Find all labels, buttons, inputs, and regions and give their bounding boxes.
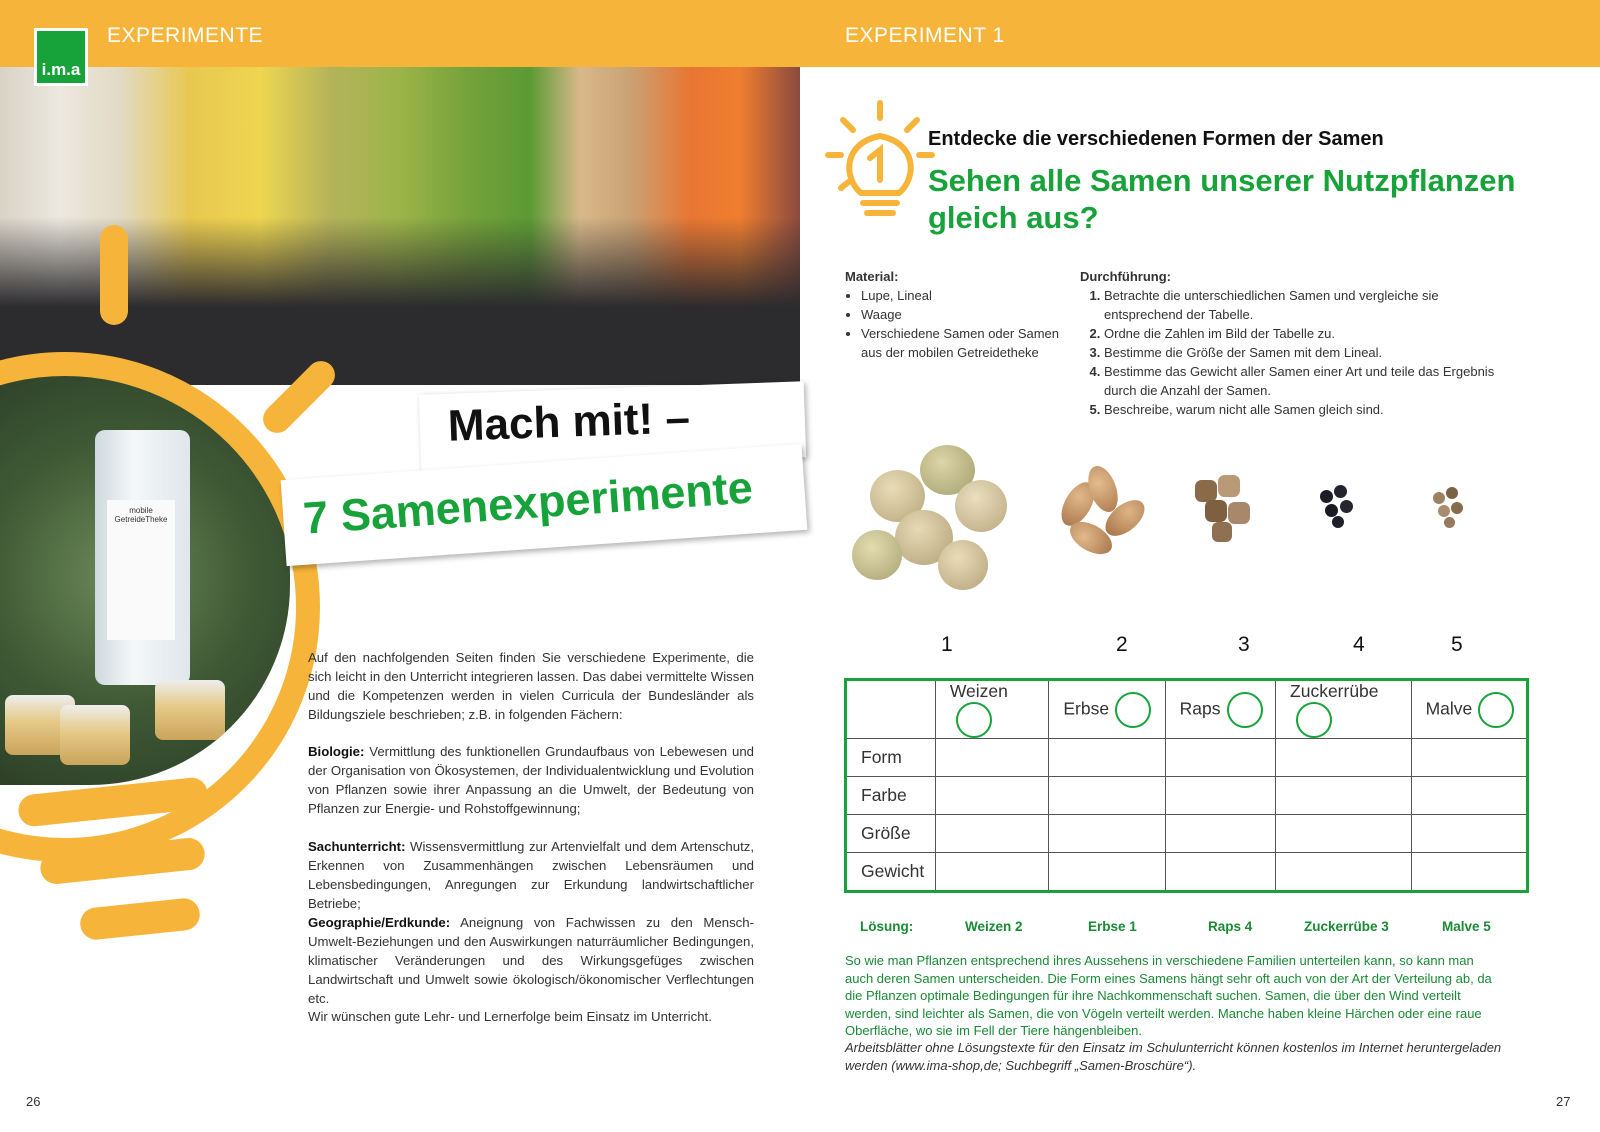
material-item: • Waage (861, 305, 1065, 324)
lightbulb-icon (823, 98, 938, 223)
table-corner (846, 680, 936, 739)
table-cell[interactable] (1411, 777, 1527, 815)
closing-text: Wir wünschen gute Lehr- und Lernerfolge beim Einsatz im Unterricht. (308, 1009, 712, 1024)
table-cell[interactable] (1165, 815, 1275, 853)
lightbulb-ray-icon (100, 225, 128, 325)
row-label: Gewicht (846, 853, 936, 892)
table-cell[interactable] (1049, 739, 1165, 777)
table-header-cell: Malve (1411, 680, 1527, 739)
experiment-subheading: Entdecke die verschiedenen Formen der Samen (928, 128, 1384, 150)
table-header-cell: Erbse (1049, 680, 1165, 739)
row-label: Form (846, 739, 936, 777)
table-cell[interactable] (1165, 853, 1275, 892)
procedure-step: 1. Betrachte die unterschiedlichen Samen und vergleiche sie entsprechend der Tabelle. (1104, 286, 1520, 324)
solution-item: Weizen 2 (965, 919, 1023, 934)
row-label: Farbe (846, 777, 936, 815)
section-title-left: EXPERIMENTE (107, 24, 264, 47)
material-item: • Verschiedene Samen oder Samen aus der mobilen Getreidetheke (861, 324, 1065, 362)
title-banner-2: 7 Samenexperimente (281, 444, 808, 566)
table-cell[interactable] (935, 777, 1049, 815)
solution-item: Erbse 1 (1088, 919, 1137, 934)
worksheet-note: Arbeitsblätter ohne Lösungstexte für den Einsatz im Schulunterricht können kostenlos im Internet heruntergeladen werden (www.ima-shop,de; Suchbegriff „Samen-Broschüre“). (845, 1040, 1502, 1073)
page-number-left: 26 (26, 1094, 41, 1109)
table-cell[interactable] (1165, 739, 1275, 777)
title-banner-1: Mach mit! – (419, 381, 806, 470)
page-number-right: 27 (1556, 1094, 1571, 1109)
seed-number: 3 (1238, 633, 1250, 656)
table-cell[interactable] (1411, 853, 1527, 892)
intro-text: Auf den nachfolgenden Seiten finden Sie verschiedene Experimente, die sich leicht in den Unterricht integrieren lassen. Das dabei vermittelte Wissen und die Kompetenzen werden in vielen Curricula der Bundesländer als Bildungsziele beschrieben; z.B. in folgenden Fächern: (308, 650, 754, 722)
table-row (846, 815, 1528, 853)
ima-logo: i.m.a (34, 28, 88, 86)
subject-paragraph: Sachunterricht: Wissensvermittlung zur Artenvielfalt und dem Artenschutz, Erkennen von Zusammenhängen zwischen Lebensräumen und Lebensbedingungen, Anregungen zur Erkundung landwirtschaftlicher Betriebe; (308, 839, 754, 911)
table-cell[interactable] (1276, 739, 1412, 777)
procedure-step: 2. Ordne die Zahlen im Bild der Tabelle zu. (1104, 324, 1520, 343)
seed-number: 1 (941, 633, 953, 656)
table-cell[interactable] (1049, 853, 1165, 892)
table-cell[interactable] (1049, 777, 1165, 815)
seed-comparison-table (844, 678, 1529, 893)
procedure-step: 4. Bestimme das Gewicht aller Samen einer Art und teile das Ergebnis durch die Anzahl der Samen. (1104, 362, 1520, 400)
solution-text: So wie man Pflanzen entsprechend ihres Aussehens in verschiedene Familien unterteilen kann, so kann man auch deren Samen unterscheiden. Die Form eines Samens hängt sehr oft auch von der Art der Verteilung ab, da die Pflanzen optimale Bedingungen für ihre Nachkommenschaft suchen. Samen, die über den Wind verteilt werden, sind leichter als Samen, die von Vögeln verteilt werden. Manche haben kleine Härchen oder eine raue Oberfläche, wo sie im Fell der Tiere hängenbleiben. (845, 953, 1492, 1038)
procedure-step: 5. Beschreibe, warum nicht alle Samen gleich sind. (1104, 400, 1520, 419)
table-cell[interactable] (1049, 815, 1165, 853)
table-cell[interactable] (1276, 815, 1412, 853)
solution-item: Malve 5 (1442, 919, 1491, 934)
seed-number: 4 (1353, 633, 1365, 656)
experiment-question: Sehen alle Samen unserer Nutzpflanzen gleich aus? (928, 163, 1516, 235)
lightbulb-base-bar (79, 897, 202, 941)
procedure-section: Durchführung: 1. Betrachte die unterschiedlichen Samen und vergleiche sie entsprechend der Tabelle. 2. Ordne die Zahlen im Bild der Tabelle zu. 3. Bestimme die Größe der Samen mit dem Lineal. 4. Bestimme das Gewicht aller Samen einer Art und teile das Ergebnis durch die Anzahl der Samen. 5. Beschreibe, warum nicht alle Samen gleich sind. (1080, 267, 1520, 419)
table-cell[interactable] (935, 815, 1049, 853)
table-cell[interactable] (1276, 853, 1412, 892)
table-cell[interactable] (935, 739, 1049, 777)
seeds-image (850, 440, 1510, 610)
material-item: • Lupe, Lineal (861, 286, 1065, 305)
table-cell[interactable] (1411, 739, 1527, 777)
seed-number: 2 (1116, 633, 1128, 656)
answer-circle[interactable] (956, 702, 992, 738)
table-row (846, 853, 1528, 892)
table-header-cell: Raps (1165, 680, 1275, 739)
subject-paragraph: Biologie: Vermittlung des funktionellen Grundaufbaus von Lebewesen und der Organisation von Ökosystemen, der Individualentwicklung und Evolution von Pflanzen sowie ihrer Anpassung an die Umwelt, der Bedeutung von Pflanzen zur Energie- und Rohstoffgewinnung; (308, 744, 754, 816)
seed-number: 5 (1451, 633, 1463, 656)
answer-circle[interactable] (1227, 692, 1263, 728)
answer-circle[interactable] (1115, 692, 1151, 728)
subject-paragraph: Geographie/Erdkunde: Aneignung von Fachwissen zu den Mensch-Umwelt-Beziehungen und den Auswirkungen naturräumlicher Bedingungen, klimatischer Veränderungen und des Wirkungsgefüges zwischen Landwirtschaft und Umwelt sowie ökologisch/ökonomischer Verflechtungen etc. (308, 915, 754, 1006)
answer-circle[interactable] (1478, 692, 1514, 728)
table-row (846, 739, 1528, 777)
section-title-right: EXPERIMENT 1 (845, 24, 1005, 47)
bottle-label: mobile GetreideTheke (107, 500, 175, 640)
table-row (846, 777, 1528, 815)
table-cell[interactable] (935, 853, 1049, 892)
material-section: Material: • Lupe, Lineal • Waage • Verschiedene Samen oder Samen aus der mobilen Getreidetheke (845, 267, 1065, 362)
table-cell[interactable] (1411, 815, 1527, 853)
row-label: Größe (846, 815, 936, 853)
solution-label: Lösung: (860, 919, 914, 934)
table-header-cell: Zuckerrübe (1276, 680, 1412, 739)
procedure-step: 3. Bestimme die Größe der Samen mit dem Lineal. (1104, 343, 1520, 362)
table-header-cell: Weizen (935, 680, 1049, 739)
solution-item: Zuckerrübe 3 (1304, 919, 1389, 934)
solution-item: Raps 4 (1208, 919, 1253, 934)
table-cell[interactable] (1276, 777, 1412, 815)
answer-circle[interactable] (1296, 702, 1332, 738)
table-cell[interactable] (1165, 777, 1275, 815)
